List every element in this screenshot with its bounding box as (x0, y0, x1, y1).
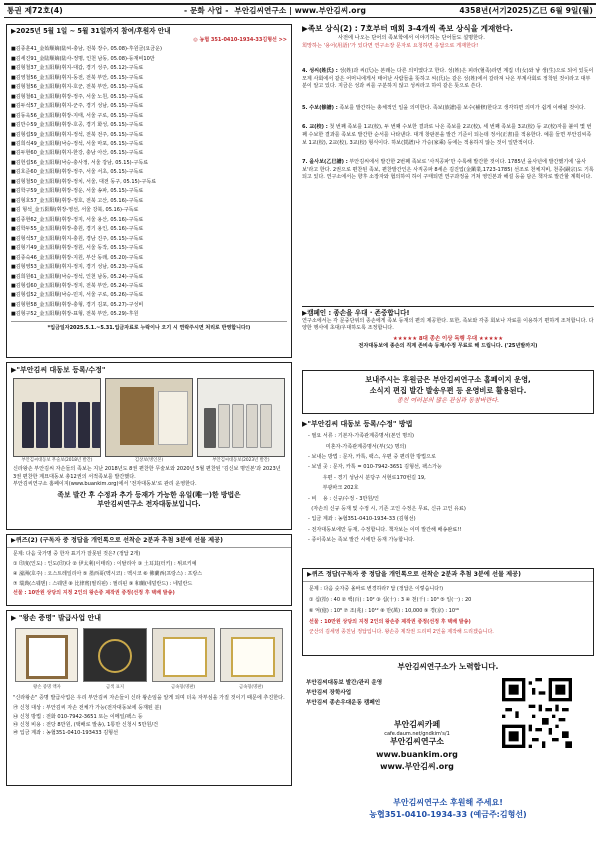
register-method-list (302, 431, 594, 545)
roster-entry: ■김희석49_金五阳顺(낙승-정석, 서울 마포, 05.15)-구독료 (11, 140, 144, 147)
register-method-item: - 종이족보는 족보 발간 시에만 등재 가능합니다. (308, 537, 415, 544)
campaign-body: 연구소에서는 각 문중단위의 종손에게 족보 등재의 편의 제공한다. 또한, 족보와 각종 회보나 자료를 이용하기 편하게 조처합니다. 다양한 행사에 초대/우대하도록 조정합니다. (302, 317, 594, 332)
register-body (7, 465, 291, 491)
roster-entry: ■김형섭60_金五阳顺(휘장-정지, 전북 부안, 05.24)-구독료 (11, 283, 144, 290)
roster-entry: ■김헌섭56_金五阳顺(낙승-충사정, 서울 강남, 05.15)-구독료 (11, 159, 149, 166)
campaign-sub: 전자대동보에 종손의 직계 존비속 등재/수정 무료로 해 드립니다. ('25년발까지) (358, 342, 538, 349)
cert-body: "신라왕손" 증명 발급사업은 우리 부안김씨 자손들이 신라 왕손임을 알게 되며 더욱 자부심을 가질 것이기 때문에 추진한다. (13, 694, 285, 701)
thanks-line-1: 보내주시는 후원금은 부안김씨연구소 홈페이지 운영, (365, 375, 531, 384)
quiz-answer-title: ▶퀴즈 정답(구독자 중 정답을 개인톡으로 선착순 2분과 추첨 3분에 선물 제공) (303, 569, 593, 582)
genealogy-item-4-text: 성(姓)과 씨(氏)는 본래는 다른 의미였다고 한다. 성(姓)은 피라(혈족)라면 계집 녀(女)와 낳 생(生)으로 되어 있듯이 모계 사회에서 같은 어머니에게서 태어난 사람들을 뜻하고 씨(氏)는 같은 성(姓)에서 갈라져 나온 부계사회로 정착된 것이라고 대부분이 알고 있다. 지금은 성과 씨를 구분하지 않고 성씨라고 하여 같은 뜻으로 쓴다. (302, 68, 594, 90)
book-photo-2 (105, 378, 193, 457)
quiz-options-1: ① 印度(인도) : 인도(印)다 ② 伊太利(이태리) : 이탈리아 ③ 土耳其(터키) : 튀르키예 (13, 560, 197, 567)
book-caption-1: 부안김씨대동보 무술보(2018년 발간) (21, 458, 93, 464)
ads-section (302, 660, 594, 830)
register-method-item: 부광파크 202호 (308, 485, 359, 492)
book-photo-3 (197, 378, 285, 457)
cert-caption-2: 금색 표지 (106, 685, 124, 691)
roster-entry: ■김호준60_金五阳顺(휘장-정주, 서울 서초, 05.15)-구독료 (11, 169, 144, 176)
roster-note: *입금일자2025.5.1.~5.31.입금자료로 누락이나 오기 시 연락주시면 처리로 반영합니다!) (11, 321, 287, 333)
roster-entry: ■김형현58_金五阳顺(휘장-충형, 경기 김포, 05.27)-구성비 (11, 301, 144, 308)
book-caption-3: 부안김씨대동보(2023년 발간) (212, 458, 270, 464)
left-column (6, 24, 292, 786)
book-photos (7, 378, 291, 457)
genealogy-item-6-text: 첫 번째 족보를 1교(校), 두 번째 수보한 결과로 나온 족보를 2교(校), 세 번째 족보를 3교(校) 등 교(校)자를 붙여 몇 번째 수보한 결과를 족보로 발간한 순서를 나타낸다. 대개 창판본을 발간 기준이 되는데 정서(正書)를 적용한다. 예를 들면 부안김씨족보 1교(校), 2교(校), 3교(校) 형식이다. 하보(賀譜)나 가승(家乘) 등에는 적용하지 않는 것이 일반적이다. (302, 124, 592, 146)
quiz-box (6, 534, 292, 606)
ads-line-3: 부안김씨 종손우대운동 캠페인 (306, 699, 381, 706)
roster-entry: ■김종숙46_金五阳顺(휘장-지원, 부산 동래, 05.20)-구독료 (11, 254, 144, 261)
thanks-line-2: 소식지 편집 발간 발송우편 등 운영비로 활용된다. (369, 386, 527, 395)
cert-box (6, 610, 292, 786)
quiz-answer-box (302, 568, 594, 656)
roster-entry: ■김두현60_金五阳顺(휘지-한강, 충남 아산, 05.15)-구독료 (11, 150, 144, 157)
roster-entry: ■김형섭52_金五阳顺(낙승-민지, 서울 구로, 05.26)-구독료 (11, 292, 144, 299)
roster-entry: ■김형철56_金五阳顺(휘지-호군, 전북 부안, 05.15)-구독료 (11, 84, 144, 91)
register-method-item: - 입금 계좌 : 농협351-0410-1934-33 (김형선) (308, 516, 416, 523)
cert-items (7, 704, 291, 740)
cert-caption-1: 왕손 증명 액자 (33, 685, 61, 691)
ads-cafe-name: 부안김씨카페 (393, 720, 441, 729)
ads-support-text: 부안김씨연구소 후원해 주세요! (393, 798, 503, 807)
quiz-title: ▶퀴즈(2) (구독자 중 정답을 개인톡으로 선착순 2분과 추첨 3분에 선물 제공) (7, 535, 291, 548)
issue-date: 4358년(서기2025)乙巳 6월 9일(월) (459, 5, 593, 15)
book-photo-1 (13, 378, 101, 457)
roster-entry: ■김형철37_金五阳顺(휘지-대갑, 경기 성주, 05.12)-구독료 (11, 65, 144, 72)
register-title: ▶"부안김씨 대동보 등록/수정" (11, 366, 106, 374)
cert-item-target: ㉮ 신청 대상 : 부안김씨 자손 전체가 가능(전자대동보에 등재된 분) (13, 705, 162, 712)
quiz-answer-prize: 선물 : 10만원 상당의 지정 2인의 왕손증 제작권 증정(선정 후 택배 발송) (309, 618, 471, 625)
ads-cafe (342, 720, 492, 773)
cert-photo-3 (152, 628, 215, 682)
cert-item-cost: ㉰ 신청 비용 : 전당 8만원, (택배로 발송), 1통만 신청시 5만원/건 (13, 721, 158, 728)
register-notice-2: 부안김씨연구소 전자대동보입니다. (97, 500, 201, 509)
supporter-roster (6, 24, 292, 358)
genealogy-intro-1: 사전에 나오는 단어의 족보학에서 이야기하는 단어들도 설명한다. (338, 35, 485, 42)
roster-entry: ■김형철61_金五阳顺(휘장-정주, 서울 노원, 05.15)-구독료 (11, 93, 144, 100)
book-caption-2: 김상보(병인본) (134, 458, 164, 464)
thanks-box (302, 370, 594, 414)
register-method-item: - 필요 서류 : 기본자-가족관계증명서(본인 명의) (308, 433, 415, 440)
genealogy-item-4-title: 4. 성씨(姓氏) : (302, 68, 338, 75)
quiz-options-3: ⑦ 瑞典(스웨덴) : 스웨덴 ⑧ 比律賓(필리핀) : 필리핀 ⑨ 和蘭(네덜란드) : 네덜란드 (13, 580, 193, 587)
ads-title: 부안김씨연구소가 노력합니다. (397, 662, 499, 671)
quiz-answer-winners: 군산의 김세영 종친님 정답입니다. 왕손증 제작권 드리며 2인을 제작해 드리겠습니다. (309, 629, 494, 636)
register-body-text-2: 부안김씨연구소 홈페이지(www.buankim.org)에서 '전자대동보'로 관리 운영한다. (13, 481, 197, 488)
genealogy-intro-2: 희망하는 '용어(用語)'가 있다면 연구소장 문자로 요청하면 응답으로 게재한다! (302, 43, 479, 50)
quiz-answer-row-1: ① 십(拾) : 40 ② 백(百) : 10² ③ 십(十) : 3 ④ 천(千) : 10³ ⑤ 일(一) : 20 (309, 596, 472, 603)
roster-entry: ■김동욱56_金五阳顺(휘장-지태, 서울 구로, 05.15)-구독료 (11, 112, 144, 119)
ads-account-text: 농협351-0410-1934-33 (예금주:김형선) (369, 810, 527, 819)
ads-cafe-url[interactable]: cafe.daum.net/gndkim's/1 (384, 730, 450, 737)
roster-entry: ■김두석57_金五阳顺(휘지-군주, 경기 성남, 05.15)-구독료 (11, 103, 144, 110)
roster-entry: ■김종현62_金五阳顺(휘장-정지, 서울 용산, 05.16)-구독료 (11, 216, 144, 223)
cert-photo-4 (220, 628, 283, 682)
right-column (302, 24, 594, 830)
cert-item-method: ㉯ 신청 방법 : 전화 010-7942-3651 또는 이메일/팩스 등 (13, 713, 143, 720)
quiz-options-2: ④ 濠洲(호주) : 오스트레일리아 ⑤ 墨西哥(멕시코) : 멕시코 ⑥ 佛蘭西(프랑스) : 프랑스 (13, 570, 203, 577)
roster-account: ◎ 농협 351-0410-1934-33김형선 >> (193, 36, 287, 43)
campaign-title: ▶캠페인 : 종손을 우대 · 존중합니다! (302, 309, 410, 317)
genealogy-section (302, 24, 594, 306)
register-method-section (302, 420, 594, 562)
cert-captions (7, 684, 291, 692)
register-card (6, 362, 292, 530)
cert-caption-3: 금속형(명판) (170, 685, 196, 691)
genealogy-item-5 (302, 105, 594, 113)
roster-entry: ■김형섭59_金五阳顺(휘지-정석, 전북 전주, 05.15)-구독료 (11, 131, 144, 138)
genealogy-title: ▶족보 상식(2) : 7호부터 매회 3-4개씩 족보 상식을 게재한다. (302, 24, 513, 33)
register-method-item: 우편 - 경기 성남시 분당구 서현로170번길 19, (308, 474, 426, 481)
quiz-body (7, 548, 291, 601)
campaign-stars: ★★★★★ 8대 종손 이상 독행 우대 ★★★★★ (392, 335, 504, 342)
ads-org: 부안김씨연구소 (389, 737, 445, 747)
cert-item-account: ㉱ 입금 계좌 : 농협351-0410-193433 김형선 (13, 730, 118, 737)
ads-support (302, 797, 594, 821)
roster-entry: ■김만수59_金五阳顺(휘장-호공, 경기 화성, 05.15)-구독료 (11, 122, 144, 129)
ads-line-2: 부안김씨 장학사업 (306, 689, 352, 696)
roster-entry: ■김학구59_金五阳顺(휘장-정운, 서울 송파, 05.15)-구독료 (11, 188, 144, 195)
register-method-item: - 보내는 방법 : 문자, 카톡, 팩스, 우편 중 편리한 방법으로 (308, 454, 436, 461)
genealogy-item-6 (302, 124, 594, 147)
roster-entry: ■김학두55_金五阳顺(휘장-충원, 경기 용인, 05.16)-구독료 (11, 226, 144, 233)
roster-entry: ■김종훈41_金始顺嫡(陆씨-충남, 전북 장수, 05.08)-후원금(요금운) (11, 46, 162, 53)
roster-entry: ■김세진91_金陆顺嫡(陆사-정명, 인천 남동, 05.08)-등재비10만 (11, 55, 155, 62)
roster-entry: ■김희원61_金五阳顺(낙승-정석, 인천 남동, 05.24)-구독료 (11, 273, 144, 280)
site-label: 부안김씨연구소 | www.부안김씨.org (234, 5, 366, 15)
roster-entry: ■김형기49_金五阳顺(휘장-정원, 서울 동작, 05.15)-구독료 (11, 245, 144, 252)
genealogy-item-4 (302, 68, 594, 91)
roster-entry: ■김형구52_金五阳顺(휘장-표형, 전북 부안, 05.29)-후원 (11, 311, 139, 318)
register-notice-1: 족보 발간 후 수정과 추가 등재가 가능한 유일(唯一)한 방법은 (57, 490, 241, 499)
page-header (4, 3, 596, 18)
genealogy-item-5-title: 5. 수보(修譜) : (302, 104, 338, 111)
quiz-answer-body (303, 582, 593, 640)
ads-line-1: 부안김씨대동보 발간/관리 운영 (306, 679, 383, 686)
issue-number: 통권 제72호(4) (7, 5, 63, 15)
ads-url-1[interactable]: www.buankim.org (376, 749, 458, 759)
quiz-prize: 선물 : 10만원 상당의 지정 2인의 왕손증 제작권 증정(선정 후 택배 발송) (13, 590, 175, 597)
register-method-item: - 전자대동보에만 등재, 수정합니다. 책자보는 이미 발간해 배송완료!! (308, 526, 462, 533)
genealogy-item-7-text: 부안김씨에서 발간한 2번째 족보로 '사직공파'만 수록해 발간한 것이다. 1785년 을사년에 발간했기에 '을사보'라고 한다. 2권으로 편찬된 족보, 편찬발간인은 사직공파 8세손 김진업(金鎭業,1723-1785) 선조로 천체지비, 천종(嗣宗)도 기록되고 있다. 연구소에서는 향후 소장자와 협의하여 하이 구태되면 연구과정을 거쳐 영인본과 해설 등을 담은 책자로 발간할 계획이다. (302, 159, 594, 181)
register-method-item: - 보낼 곳 : 문자, 카톡 = 010-7942-3651 김형선, 팩스가능 (308, 464, 442, 471)
roster-entry: ■김형석57_金五阳顺(휘지-충원, 경남 진주, 05.15)-구독료 (11, 235, 144, 242)
cert-photo-2 (83, 628, 146, 682)
roster-entry: ■김형호57_金五阳顺(휘장-정호, 전북 고산, 05.16)-구독료 (11, 197, 144, 204)
book-captions (7, 457, 291, 465)
ads-url-2[interactable]: www.부안김씨.org (380, 762, 454, 772)
roster-entry: ■김영철56_金五阳顺(휘지-동전, 전북 부안, 05.15)-구독료 (11, 74, 144, 81)
register-method-item: - 비 용 : 신규/수정 - 3만원/인 (308, 495, 379, 502)
qr-code-icon (502, 678, 572, 748)
register-method-item: 미혼자-가족관계증명서(부(父) 명의) (308, 443, 407, 450)
quiz-answer-row-2: ⑥ 억(億) : 10⁸ ⑦ 조(兆) : 10¹² ⑧ 만(萬) : 10,000 ⑨ 경(京) : 10¹⁶ (309, 607, 460, 614)
genealogy-item-5-text: 족보를 발간하는 총체적인 일을 의미한다. 족보(族譜)를 보수(補修)한다고 생각하면 의미가 쉽게 이해될 것이다. (339, 104, 586, 111)
header-center (154, 6, 396, 16)
cert-photos (7, 626, 291, 684)
quiz-question: 문제: 다음 국가명 중 한자 표기가 잘못된 것은? (정답 2개) (13, 551, 141, 558)
genealogy-item-7 (302, 159, 594, 182)
quiz-answer-question: 문제 : 다음 숫자중 올바로 변경하라? 답 (정답은 이렇습니다!) (309, 586, 444, 593)
roster-list (11, 45, 287, 320)
campaign-section (302, 306, 594, 368)
thanks-line-3: 종친 여러분의 많은 관심과 동참바란다. (396, 397, 500, 404)
roster-title: ▶2025년 5월 1일 ~ 5월 31일까지 참여/후원자 안내 (11, 27, 171, 35)
genealogy-item-6-title: 6. 교(校) : (302, 124, 328, 131)
register-method-title: ▶"부안김씨 대동보 등록/수정" 방법 (302, 420, 413, 428)
section-label: - 문화 사업 - (184, 5, 229, 15)
register-method-item: (자손의 신규 등재 및 수정 시, 기존 고인 수정은 무료, 신규 고인 유료) (308, 506, 466, 513)
cert-title: ▶ "왕손 증명" 발급사업 안내 (11, 614, 102, 622)
roster-entry: ■김 형석_金五阳顺(휘장-영선, 서울 강북, 05.16)-구독료 (11, 207, 139, 214)
roster-entry: ■김형영53_金五阳顺(휘지-정지, 경기 성남, 05.23)-구독료 (11, 264, 144, 271)
genealogy-item-7-title: 7. 을사보(乙巳譜) : (302, 159, 348, 166)
register-notice (7, 491, 291, 510)
roster-entry: ■김형철50_金五阳顺(휘장-정치, 서울, 대전 동구, 05.15)-구독료 (11, 178, 157, 185)
cert-photo-1 (15, 628, 78, 682)
register-body-text: 신라왕손 부안김씨 자손들의 족보는 지난 2018년도 8권 편찬한 무술보와 2020년 5월 편찬된 '김신보 명인본'과 2023년 3권 편찬한 계묘대동보 총12권의 서적족보를 발간했다. (13, 465, 281, 480)
cert-caption-4: 금속형(명판) (238, 685, 264, 691)
